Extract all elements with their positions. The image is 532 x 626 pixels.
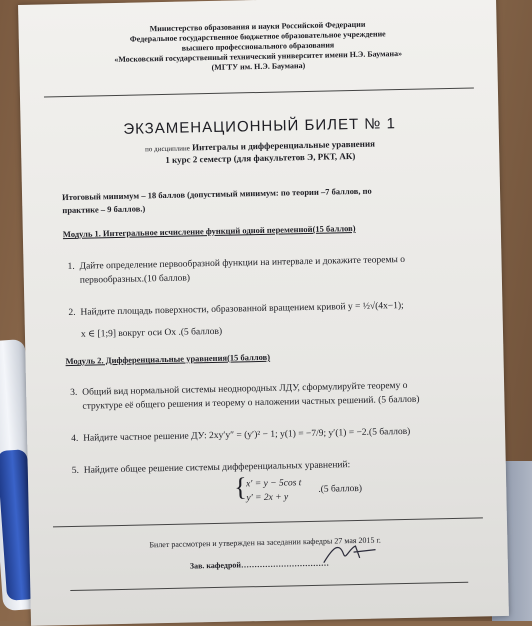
bottom-rule bbox=[70, 582, 468, 591]
exam-ticket-sheet bbox=[18, 0, 509, 626]
approval-note: Билет рассмотрен и утвержден на заседании кафедры 27 мая 2015 г. bbox=[149, 535, 381, 550]
signature-dots: …………………………… bbox=[240, 558, 330, 570]
system-brace: { bbox=[233, 472, 247, 502]
ticket-title: ЭКЗАМЕНАЦИОННЫЙ БИЛЕТ № 1 bbox=[123, 115, 397, 138]
question-4-number: 4. bbox=[71, 433, 79, 444]
module-2-title: Модуль 2. Дифференциальные уравнения(15 баллов) bbox=[65, 351, 271, 367]
head-label: Зав. кафедрой bbox=[189, 560, 242, 571]
question-2-line-2: x ∈ [1;9] вокруг оси Ox .(5 баллов) bbox=[80, 326, 223, 340]
question-4-text: Найдите частное решение ДУ: 2xy′y″ = (y′)² − 1; y(1) = −7/9; y′(1) = −2.(5 баллов) bbox=[83, 426, 411, 444]
module-1-title: Модуль 1. Интегральное исчисление функций одной переменной(15 баллов) bbox=[62, 222, 356, 240]
footer-divider bbox=[53, 517, 483, 527]
institution-type-line: Федеральное государственное бюджетное образовательное учреждение bbox=[129, 29, 386, 44]
question-5-text: Найдите общее решение системы дифференциальных уравнений: bbox=[83, 460, 351, 476]
discipline-prefix: по дисциплине bbox=[145, 144, 190, 154]
education-level-line: высшего профессионального образования bbox=[181, 40, 335, 53]
question-4-line bbox=[71, 425, 410, 446]
question-1-line-2: первообразных.(10 баллов) bbox=[79, 273, 191, 286]
question-1-text: Дайте определение первообразной функции на интервале и докажите теоремы о bbox=[79, 254, 406, 272]
question-2-line-1 bbox=[68, 299, 404, 320]
minimum-line-1: Итоговый минимум – 18 баллов (допустимый минимум: по теории –7 баллов, по bbox=[61, 185, 372, 203]
header-divider bbox=[44, 87, 474, 97]
question-1-number: 1. bbox=[67, 261, 75, 273]
head-of-department-line bbox=[190, 559, 329, 571]
question-2-number: 2. bbox=[68, 307, 76, 319]
question-1-line-1 bbox=[67, 253, 405, 274]
question-3-number: 3. bbox=[70, 387, 78, 398]
minimum-line-2: практике – 9 баллов.) bbox=[62, 203, 146, 216]
system-equation-1: x′ = y − 5cos t bbox=[246, 478, 302, 490]
course-line: 1 курс 2 семестр (для факультетов Э, РКТ, АК) bbox=[165, 150, 356, 165]
question-5-number: 5. bbox=[71, 465, 80, 476]
question-5-points: .(5 баллов) bbox=[318, 483, 363, 495]
system-equation-2: y′ = 2x + y bbox=[246, 492, 289, 504]
question-3-line-2: структуре её общего решения и теорему о наложении частных решений. (5 баллов) bbox=[82, 394, 420, 412]
ministry-line: Министерство образования и науки Российской Федерации bbox=[149, 19, 366, 34]
handwritten-signature bbox=[319, 538, 380, 569]
question-5-line bbox=[72, 458, 351, 478]
question-3-text: Общий вид нормальной системы неоднородных ЛДУ, сформулируйте теорему о bbox=[82, 380, 408, 398]
university-name-line: «Московский государственный технический университет имени Н.Э. Баумана» bbox=[114, 48, 403, 65]
discipline-name: Интегралы и дифференциальные уравнения bbox=[191, 138, 376, 153]
university-abbrev-line: (МГТУ им. Н.Э. Баумана) bbox=[211, 61, 306, 72]
question-2-text: Найдите площадь поверхности, образованной вращением кривой y = ½√(4x−1); bbox=[80, 300, 404, 318]
